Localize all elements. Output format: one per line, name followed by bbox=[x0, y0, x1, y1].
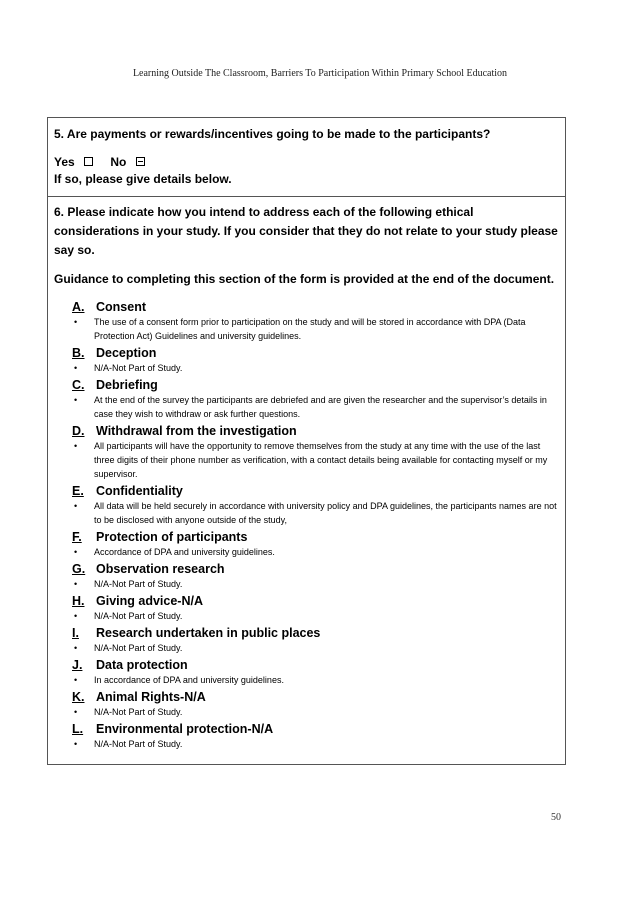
no-label: No bbox=[110, 155, 127, 169]
item-bullet bbox=[72, 439, 559, 481]
item-letter: L. bbox=[72, 722, 84, 736]
bullet-dot-icon: • bbox=[74, 739, 78, 749]
item-letter: H. bbox=[72, 594, 85, 608]
bullet-dot-icon: • bbox=[74, 547, 78, 557]
item-bullet bbox=[72, 641, 559, 655]
no-checkbox[interactable] bbox=[136, 157, 145, 166]
running-header bbox=[0, 68, 638, 79]
item-bullet bbox=[72, 609, 559, 623]
item-bullet-text: N/A-Not Part of Study. bbox=[94, 707, 183, 717]
item-bullet-text: N/A-Not Part of Study. bbox=[94, 363, 183, 373]
item-bullet bbox=[72, 673, 559, 687]
item-bullet bbox=[72, 737, 559, 751]
ethical-items-list bbox=[54, 299, 559, 751]
item-letter: E. bbox=[72, 484, 84, 498]
item-title: Debriefing bbox=[96, 378, 158, 392]
item-title: Animal Rights-N/A bbox=[96, 690, 206, 704]
bullet-dot-icon: • bbox=[74, 395, 78, 405]
item-letter: K. bbox=[72, 690, 85, 704]
yes-label: Yes bbox=[54, 155, 75, 169]
section-5-details-prompt: If so, please give details below. bbox=[54, 172, 232, 186]
item-letter: F. bbox=[72, 530, 82, 544]
item-heading bbox=[72, 423, 559, 439]
item-bullet-text: N/A-Not Part of Study. bbox=[94, 611, 183, 621]
item-heading bbox=[72, 561, 559, 577]
item-bullet bbox=[72, 315, 559, 343]
bullet-dot-icon: • bbox=[74, 643, 78, 653]
bullet-dot-icon: • bbox=[74, 363, 78, 373]
item-title: Data protection bbox=[96, 658, 188, 672]
bullet-dot-icon: • bbox=[74, 675, 78, 685]
yes-no-options bbox=[54, 154, 559, 170]
bullet-dot-icon: • bbox=[74, 501, 78, 511]
item-title: Environmental protection-N/A bbox=[96, 722, 274, 736]
item-letter: I. bbox=[72, 626, 79, 640]
item-title: Protection of participants bbox=[96, 530, 248, 544]
item-bullet bbox=[72, 577, 559, 591]
item-heading bbox=[72, 529, 559, 545]
item-heading bbox=[72, 483, 559, 499]
section-6-guidance: Guidance to completing this section of the form is provided at the end of the document. bbox=[54, 272, 555, 286]
item-title: Withdrawal from the investigation bbox=[96, 424, 297, 438]
item-bullet-text: All data will be held securely in accordance with university policy and DPA guidelines, the participants names are not to be disclosed with anyone outside of the study, bbox=[94, 501, 557, 525]
item-heading bbox=[72, 593, 559, 609]
item-bullet bbox=[72, 361, 559, 375]
section-5-question: 5. Are payments or rewards/incentives going to be made to the participants? bbox=[54, 127, 491, 141]
item-title: Deception bbox=[96, 346, 157, 360]
item-heading bbox=[72, 625, 559, 641]
item-bullet bbox=[72, 393, 559, 421]
item-bullet-text: N/A-Not Part of Study. bbox=[94, 643, 183, 653]
item-bullet-text: At the end of the survey the participants are debriefed and are given the researcher and the supervisor’s details in case they wish to withdraw or ask further questions. bbox=[94, 395, 547, 419]
item-bullet bbox=[72, 545, 559, 559]
ethics-form-table bbox=[47, 117, 566, 765]
item-heading bbox=[72, 345, 559, 361]
section-6-ethical-considerations bbox=[48, 197, 565, 751]
bullet-dot-icon: • bbox=[74, 579, 78, 589]
item-heading bbox=[72, 299, 559, 315]
item-bullet bbox=[72, 705, 559, 719]
item-letter: B. bbox=[72, 346, 85, 360]
bullet-dot-icon: • bbox=[74, 707, 78, 717]
item-bullet-text: All participants will have the opportunity to remove themselves from the study at any time with the use of the last three digits of their phone number as verification, with a contact details being available for contacting myself or my supervisor. bbox=[94, 441, 548, 479]
item-title: Confidentiality bbox=[96, 484, 183, 498]
bullet-dot-icon: • bbox=[74, 441, 78, 451]
item-title: Consent bbox=[96, 300, 146, 314]
item-letter: G. bbox=[72, 562, 86, 576]
item-bullet-text: N/A-Not Part of Study. bbox=[94, 739, 183, 749]
item-heading bbox=[72, 377, 559, 393]
item-bullet-text: In accordance of DPA and university guidelines. bbox=[94, 675, 284, 685]
item-bullet-text: N/A-Not Part of Study. bbox=[94, 579, 183, 589]
header-title: Learning Outside The Classroom, Barriers To Participation Within Primary School Education bbox=[132, 68, 508, 79]
item-letter: D. bbox=[72, 424, 85, 438]
item-letter: C. bbox=[72, 378, 85, 392]
item-title: Observation research bbox=[96, 562, 225, 576]
item-heading bbox=[72, 657, 559, 673]
item-title: Giving advice-N/A bbox=[96, 594, 203, 608]
item-letter: A. bbox=[72, 300, 85, 314]
yes-checkbox[interactable] bbox=[84, 157, 93, 166]
item-bullet-text: Accordance of DPA and university guidelines. bbox=[94, 547, 275, 557]
item-heading bbox=[72, 721, 559, 737]
item-title: Research undertaken in public places bbox=[96, 626, 321, 640]
section-6-intro: 6. Please indicate how you intend to address each of the following ethical considerations in your study. If you consider that they do not relate to your study please say so. bbox=[54, 205, 558, 257]
bullet-dot-icon: • bbox=[74, 317, 78, 327]
item-bullet bbox=[72, 499, 559, 527]
item-letter: J. bbox=[72, 658, 83, 672]
bullet-dot-icon: • bbox=[74, 611, 78, 621]
section-5-payments bbox=[48, 118, 565, 197]
item-bullet-text: The use of a consent form prior to participation on the study and will be stored in accordance with DPA (Data Protection Act) Guidelines and university guidelines. bbox=[94, 317, 526, 341]
item-heading bbox=[72, 689, 559, 705]
page-number: 50 bbox=[551, 812, 561, 823]
